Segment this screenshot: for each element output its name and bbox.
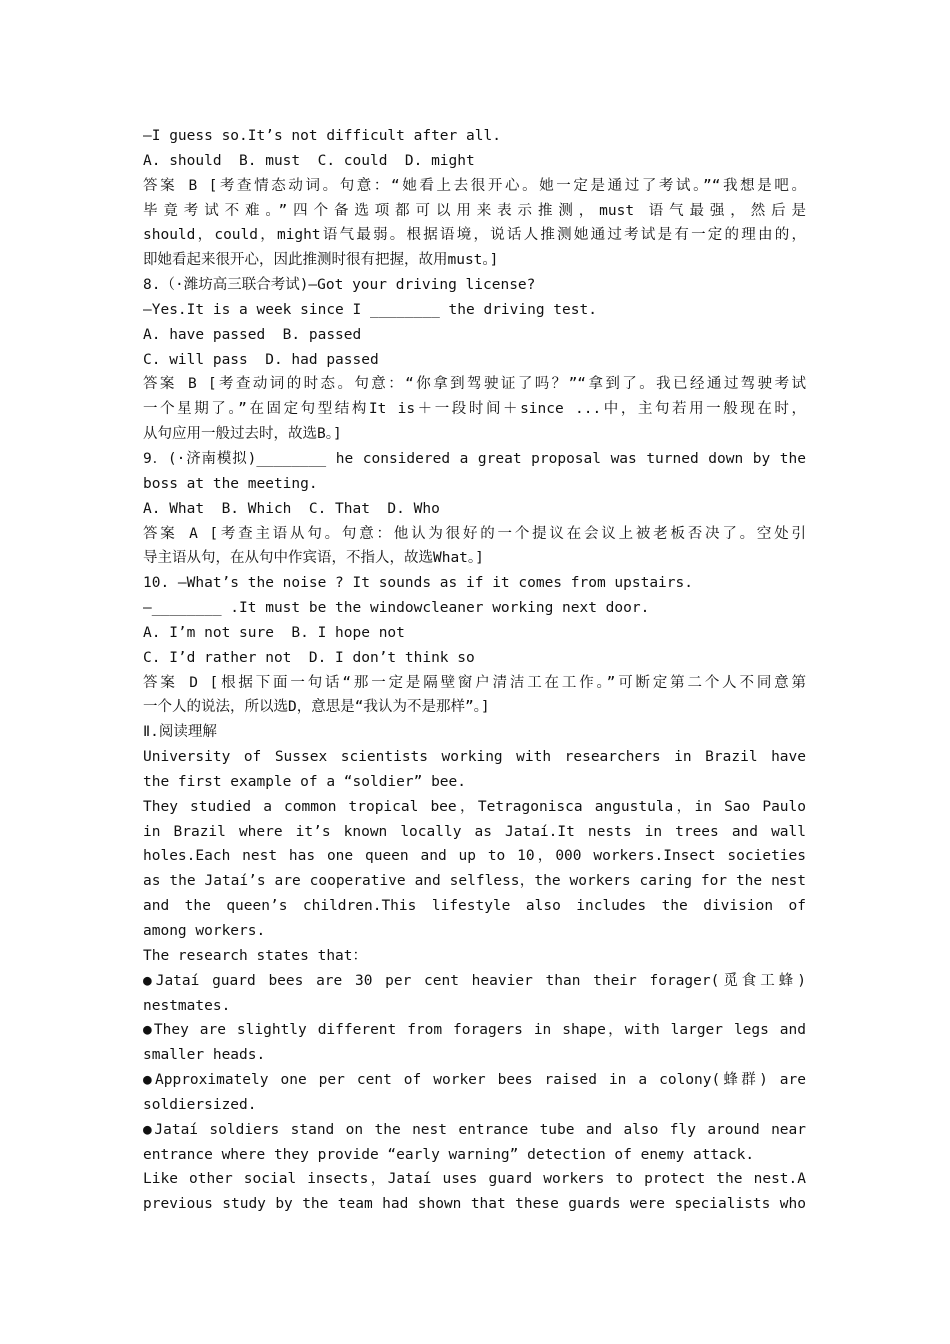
text-line: ●Jataí soldiers stand on the nest entrance tube and also fly around near (143, 1121, 806, 1138)
text-line: 一个星期了。”在固定句型结构It is＋一段时间＋since ...中，主句若用一般现在时， (143, 401, 806, 418)
text-line: They studied a common tropical bee，Tetragonisca angustula，in Sao Paulo (143, 798, 806, 815)
text-line: smaller heads. (143, 1047, 266, 1064)
text-line: nestmates. (143, 997, 231, 1014)
text-line: 答案 B [考查情态动词。句意：“她看上去很开心。她一定是通过了考试。”“我想是吧。 (143, 177, 806, 194)
text-line: 从句应用一般过去时，故选B。] (143, 426, 342, 443)
text-line: 毕竟考试不难。”四个备选项都可以用来表示推测，must 语气最强，然后是 (143, 202, 806, 219)
text-line: C. I’d rather not D. I don’t think so (143, 649, 475, 666)
text-line: should，could，might语气最弱。根据语境，说话人推测她通过考试是有一定的理由的， (143, 227, 806, 244)
text-line: ●Approximately one per cent of worker bees raised in a colony(蜂群) are (143, 1072, 806, 1089)
text-line: the first example of a “soldier” bee. (143, 773, 467, 790)
text-line: previous study by the team had shown that these guards were specialists who (143, 1196, 806, 1213)
text-line: 答案 B [考查动词的时态。句意：“你拿到驾驶证了吗？”“拿到了。我已经通过驾驶考试 (143, 376, 806, 393)
text-line: C. will pass D. had passed (143, 351, 379, 368)
text-line: 答案 A [考查主语从句。句意：他认为很好的一个提议在会议上被老板否决了。空处引 (143, 525, 806, 542)
text-line: 10. —What’s the noise ? It sounds as if it comes from upstairs. (143, 575, 693, 592)
text-line: entrance where they provide “early warning” detection of enemy attack. (143, 1146, 755, 1163)
text-line: A. have passed B. passed (143, 326, 362, 343)
text-line: Ⅱ.阅读理解 (143, 724, 217, 741)
text-line: —Yes.It is a week since I ________ the driving test. (143, 301, 597, 318)
text-line: holes.Each nest has one queen and up to 10，000 workers.Insect societies (143, 848, 806, 865)
text-line: A. should B. must C. could D. might (143, 152, 475, 169)
text-line: 导主语从句，在从句中作宾语，不指人，故选What。] (143, 550, 484, 567)
text-line: boss at the meeting. (143, 475, 318, 492)
text-line: 一个人的说法，所以选D，意思是“我认为不是那样”。] (143, 699, 490, 716)
text-line: and the queen’s children.This lifestyle also includes the division of (143, 898, 806, 915)
text-line: —________ .It must be the windowcleaner working next door. (143, 600, 650, 617)
text-line: 答案 D [根据下面一句话“那一定是隔壁窗户清洁工在工作。”可断定第二个人不同意第 (143, 674, 806, 691)
document-page (143, 124, 806, 1217)
text-line: 即她看起来很开心，因此推测时很有把握，故用must。] (143, 252, 499, 269)
text-line: ●They are slightly different from foragers in shape，with larger legs and (143, 1022, 806, 1039)
text-line: The research states that： (143, 947, 368, 964)
text-line: University of Sussex scientists working with researchers in Brazil have (143, 749, 806, 766)
text-line: ●Jataí guard bees are 30 per cent heavier than their forager(觅食工蜂) (143, 972, 806, 989)
text-line: among workers. (143, 923, 266, 939)
text-line: 9．(·济南模拟)________ he considered a great proposal was turned down by the (143, 450, 806, 467)
text-line: Like other social insects，Jataí uses guard workers to protect the nest.A (143, 1171, 806, 1188)
text-line: A. I’m not sure B. I hope not (143, 624, 405, 641)
text-line: 8.（·潍坊高三联合考试)—Got your driving license? (143, 277, 536, 294)
text-line: A. What B. Which C. That D. Who (143, 500, 440, 517)
text-line: —I guess so.It’s not difficult after all. (143, 128, 501, 144)
text-line: in Brazil where it’s known locally as Jataí.It nests in trees and wall (143, 823, 806, 840)
text-line: as the Jataí’s are cooperative and selfless，the workers caring for the nest (143, 873, 806, 890)
text-line: soldiersized. (143, 1096, 257, 1113)
